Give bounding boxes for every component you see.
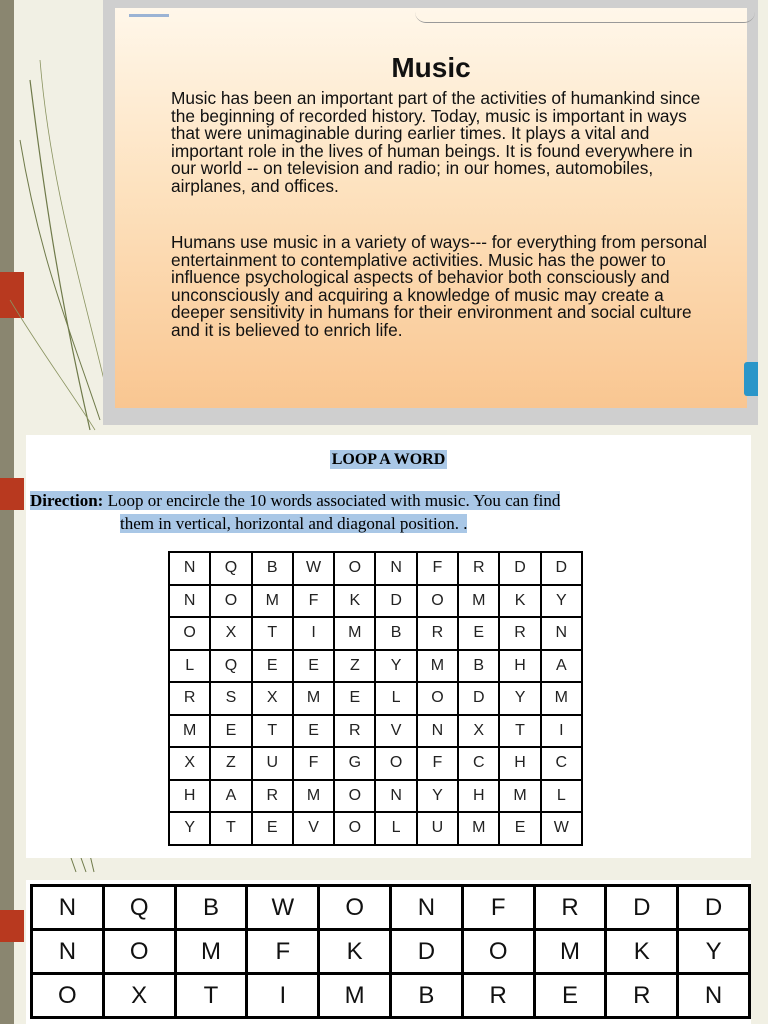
zoom-grid-cell[interactable]: M [319, 974, 391, 1018]
grid-cell[interactable]: B [458, 650, 499, 683]
grid-cell[interactable]: W [293, 552, 334, 585]
grid-cell[interactable]: N [541, 617, 582, 650]
zoom-grid-cell[interactable]: D [678, 886, 750, 930]
grid-cell[interactable]: R [169, 682, 210, 715]
grid-cell[interactable]: Y [375, 650, 416, 683]
zoom-grid-cell[interactable]: M [534, 930, 606, 974]
grid-cell[interactable]: N [169, 552, 210, 585]
grid-cell[interactable]: D [458, 682, 499, 715]
zoom-grid-cell[interactable]: Y [678, 930, 750, 974]
grid-cell[interactable]: M [458, 812, 499, 845]
zoom-grid-cell[interactable]: N [32, 930, 104, 974]
direction-line-1: Loop or encircle the 10 words associated with music. You can find [107, 491, 561, 510]
zoom-grid-cell[interactable]: E [534, 974, 606, 1018]
grid-cell[interactable]: E [334, 682, 375, 715]
grid-cell[interactable]: S [210, 682, 251, 715]
grid-cell[interactable]: O [375, 747, 416, 780]
zoom-grid-cell[interactable]: B [175, 886, 247, 930]
grid-cell[interactable]: O [210, 585, 251, 618]
zoom-grid-cell[interactable]: N [678, 974, 750, 1018]
grid-cell[interactable]: R [252, 780, 293, 813]
zoom-grid-cell[interactable]: D [391, 930, 463, 974]
zoom-grid-cell[interactable]: O [32, 974, 104, 1018]
grid-cell[interactable]: H [169, 780, 210, 813]
grid-row [169, 585, 582, 618]
grid-row [169, 650, 582, 683]
worksheet-title [26, 443, 751, 471]
grid-cell[interactable]: Z [210, 747, 251, 780]
grid-row [169, 747, 582, 780]
grid-cell[interactable]: T [252, 715, 293, 748]
grid-cell[interactable]: U [417, 812, 458, 845]
word-search-grid-zoomed-page [26, 880, 751, 1024]
grid-cell[interactable]: D [375, 585, 416, 618]
grid-cell[interactable]: C [458, 747, 499, 780]
grid-cell[interactable]: Y [499, 682, 540, 715]
slide-paragraph-2: Humans use music in a variety of ways--- for everything from personal entertainment to contemplative activities. Music has the power to influence psychological aspects of behavior both consciously and unconsciously and acquiring a knowledge of music may create a deeper sensitivity in humans for their environment and social culture and it is believed to enrich life. [171, 232, 707, 340]
grid-cell[interactable]: A [210, 780, 251, 813]
grid-cell[interactable]: N [375, 552, 416, 585]
grid-cell[interactable]: F [293, 747, 334, 780]
word-search-grid [168, 551, 583, 846]
zoom-grid-cell[interactable]: X [103, 974, 175, 1018]
grid-cell[interactable]: Q [210, 552, 251, 585]
grid-cell[interactable]: O [417, 682, 458, 715]
grid-cell[interactable]: F [293, 585, 334, 618]
word-search-grid-zoomed [30, 884, 751, 1019]
grid-cell[interactable]: M [293, 780, 334, 813]
grid-cell[interactable]: F [417, 747, 458, 780]
zoom-grid-cell[interactable]: O [103, 930, 175, 974]
grid-cell[interactable]: E [293, 715, 334, 748]
slide-side-button[interactable] [744, 362, 758, 396]
zoom-grid-cell[interactable]: F [462, 886, 534, 930]
zoom-grid-cell[interactable]: M [175, 930, 247, 974]
grid-cell[interactable]: H [458, 780, 499, 813]
grid-cell[interactable]: L [541, 780, 582, 813]
grid-cell[interactable]: X [458, 715, 499, 748]
grid-cell[interactable]: D [541, 552, 582, 585]
zoom-grid-cell[interactable]: R [462, 974, 534, 1018]
grid-cell[interactable]: R [458, 552, 499, 585]
grid-cell[interactable]: U [252, 747, 293, 780]
grid-cell[interactable]: M [458, 585, 499, 618]
grid-cell[interactable]: H [499, 650, 540, 683]
grid-cell[interactable]: D [499, 552, 540, 585]
zoom-grid-cell[interactable]: R [606, 974, 678, 1018]
grid-cell[interactable]: E [293, 650, 334, 683]
grid-row [169, 552, 582, 585]
slide-tick-mark [129, 14, 169, 17]
grid-cell[interactable]: M [417, 650, 458, 683]
grid-cell[interactable]: T [210, 812, 251, 845]
zoom-grid-cell[interactable]: T [175, 974, 247, 1018]
grid-cell[interactable]: O [417, 585, 458, 618]
grid-cell[interactable]: L [169, 650, 210, 683]
grid-row [169, 682, 582, 715]
grid-cell[interactable]: Y [169, 812, 210, 845]
zoom-grid-cell[interactable]: N [32, 886, 104, 930]
direction-line-2: them in vertical, horizontal and diagonal position. . [120, 514, 468, 533]
slide-content [115, 8, 747, 408]
zoom-grid-cell[interactable]: R [534, 886, 606, 930]
zoom-grid-cell[interactable]: O [319, 886, 391, 930]
grid-cell[interactable]: T [252, 617, 293, 650]
worksheet-direction [30, 489, 730, 535]
zoom-grid-row [32, 974, 750, 1018]
grid-cell[interactable]: B [375, 617, 416, 650]
zoom-grid-cell[interactable]: O [462, 930, 534, 974]
grid-cell[interactable]: R [417, 617, 458, 650]
grid-cell[interactable]: O [169, 617, 210, 650]
grid-cell[interactable]: O [334, 552, 375, 585]
grid-row [169, 780, 582, 813]
grid-cell[interactable]: H [499, 747, 540, 780]
grid-cell[interactable]: N [169, 585, 210, 618]
grid-cell[interactable]: M [293, 682, 334, 715]
grid-row [169, 617, 582, 650]
grid-cell[interactable]: R [334, 715, 375, 748]
grid-cell[interactable]: V [293, 812, 334, 845]
grid-cell[interactable]: E [252, 650, 293, 683]
zoom-grid-cell[interactable]: D [606, 886, 678, 930]
grid-cell[interactable]: M [541, 682, 582, 715]
grid-cell[interactable]: A [541, 650, 582, 683]
zoom-grid-row [32, 886, 750, 930]
grid-cell[interactable]: M [169, 715, 210, 748]
slide-title: Music [391, 52, 471, 83]
grid-cell[interactable]: Y [541, 585, 582, 618]
grid-cell[interactable]: E [252, 812, 293, 845]
music-slide [103, 0, 758, 425]
grid-row [169, 715, 582, 748]
grid-cell[interactable]: X [252, 682, 293, 715]
zoom-grid-row [32, 930, 750, 974]
grid-cell[interactable]: R [499, 617, 540, 650]
grid-cell[interactable]: M [334, 617, 375, 650]
grid-cell[interactable]: Z [334, 650, 375, 683]
grid-cell[interactable]: E [458, 617, 499, 650]
grid-cell[interactable]: M [499, 780, 540, 813]
grid-cell[interactable]: T [499, 715, 540, 748]
grid-cell[interactable]: G [334, 747, 375, 780]
grid-cell[interactable]: K [499, 585, 540, 618]
worksheet-title-text: LOOP A WORD [331, 451, 446, 468]
grid-cell[interactable]: E [210, 715, 251, 748]
grid-cell[interactable]: B [252, 552, 293, 585]
grid-cell[interactable]: N [417, 715, 458, 748]
zoom-grid-cell[interactable]: W [247, 886, 319, 930]
grid-cell[interactable]: Y [417, 780, 458, 813]
grid-cell[interactable]: Q [210, 650, 251, 683]
grid-cell[interactable]: N [375, 780, 416, 813]
grid-cell[interactable]: O [334, 780, 375, 813]
worksheet-page [26, 435, 751, 858]
grid-cell[interactable]: O [334, 812, 375, 845]
zoom-grid-cell[interactable]: Q [103, 886, 175, 930]
grid-cell[interactable]: V [375, 715, 416, 748]
zoom-grid-cell[interactable]: I [247, 974, 319, 1018]
grid-row [169, 812, 582, 845]
grid-cell[interactable]: I [541, 715, 582, 748]
grid-cell[interactable]: I [293, 617, 334, 650]
slide-paragraph-1: Music has been an important part of the activities of humankind since the beginning of recorded history. Today, music is important in ways that were unimaginable during earlier times. It plays a vital and important role in the lives of human beings. It is found everywhere in our world -- on television and radio; in our homes, automobiles, airplanes, and offices. [171, 88, 701, 196]
grid-cell[interactable]: X [169, 747, 210, 780]
grid-cell[interactable]: W [541, 812, 582, 845]
zoom-grid-cell[interactable]: N [391, 886, 463, 930]
grid-cell[interactable]: L [375, 682, 416, 715]
grid-cell[interactable]: X [210, 617, 251, 650]
zoom-grid-cell[interactable]: K [319, 930, 391, 974]
zoom-grid-cell[interactable]: F [247, 930, 319, 974]
zoom-grid-cell[interactable]: K [606, 930, 678, 974]
grid-cell[interactable]: F [417, 552, 458, 585]
grid-cell[interactable]: M [252, 585, 293, 618]
grid-cell[interactable]: E [499, 812, 540, 845]
grid-cell[interactable]: C [541, 747, 582, 780]
grid-cell[interactable]: K [334, 585, 375, 618]
zoom-grid-cell[interactable]: B [391, 974, 463, 1018]
slide-decoration-line [415, 12, 755, 23]
grid-cell[interactable]: L [375, 812, 416, 845]
direction-label: Direction: [30, 491, 104, 510]
